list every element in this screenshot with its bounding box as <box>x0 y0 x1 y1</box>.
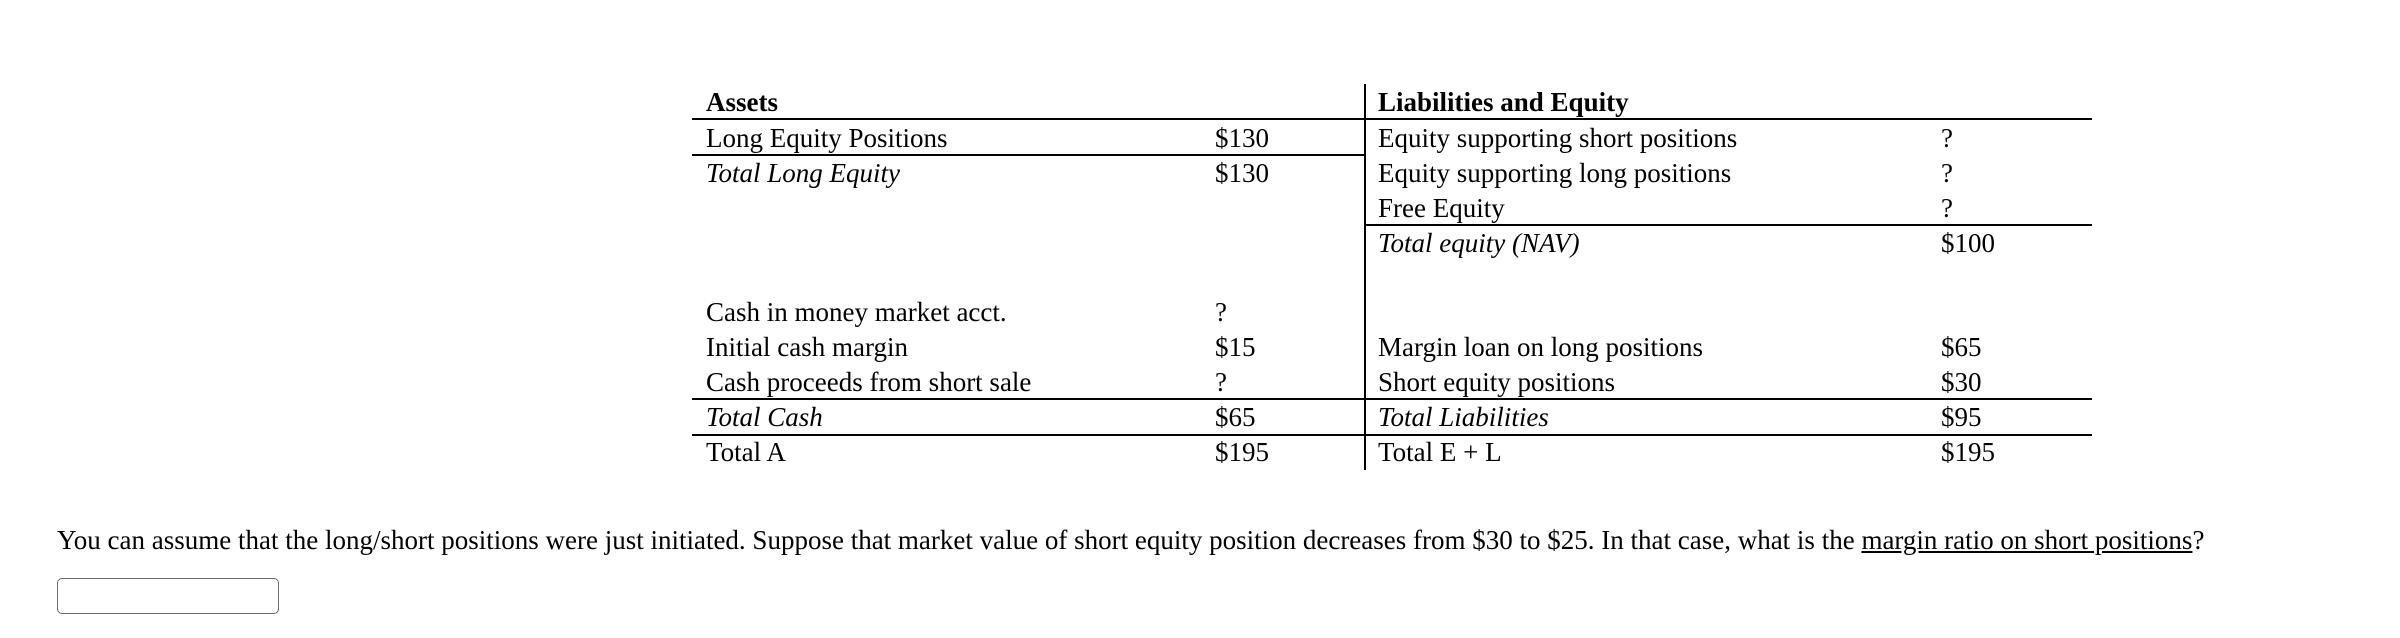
table-row <box>692 120 2092 156</box>
header-rule <box>692 118 2092 120</box>
question-end: ? <box>2192 525 2205 555</box>
liability-value: ? <box>1941 158 1953 188</box>
liability-value: ? <box>1941 123 1953 153</box>
liabilities-equity-header: Liabilities and Equity <box>1378 87 1629 117</box>
rule-line <box>692 434 2092 436</box>
table-row <box>692 155 2092 191</box>
asset-value: $130 <box>1215 158 1269 188</box>
asset-value: $130 <box>1215 123 1269 153</box>
liability-value: $195 <box>1941 437 1995 467</box>
table-row <box>692 190 2092 226</box>
asset-label: Total A <box>706 437 786 467</box>
liability-value: $95 <box>1941 402 1982 432</box>
asset-label: Total Cash <box>706 402 823 432</box>
liability-label: Margin loan on long positions <box>1378 332 1704 362</box>
assets-header: Assets <box>706 87 778 117</box>
asset-label: Cash in money market acct. <box>706 297 1007 327</box>
liability-label: Total E + L <box>1378 437 1502 467</box>
asset-value: ? <box>1215 367 1227 397</box>
rule-line <box>1364 224 2092 226</box>
answer-input[interactable] <box>57 578 279 614</box>
asset-value: ? <box>1215 297 1227 327</box>
table-row <box>692 399 2092 435</box>
liability-label: Total equity (NAV) <box>1378 228 1580 258</box>
liability-value: ? <box>1941 193 1953 223</box>
liability-label: Equity supporting long positions <box>1378 158 1732 188</box>
asset-label: Total Long Equity <box>706 158 901 188</box>
liability-label: Free Equity <box>1378 193 1505 223</box>
asset-label: Cash proceeds from short sale <box>706 367 1032 397</box>
liability-value: $30 <box>1941 367 1982 397</box>
table-row <box>692 364 2092 400</box>
balance-sheet-table <box>692 84 2092 470</box>
rule-line <box>692 398 2092 400</box>
question-body: You can assume that the long/short positions were just initiated. Suppose that market value of short equity position decreases from $30 to $25. In that case, what is the <box>57 525 1862 555</box>
liability-value: $100 <box>1941 228 1995 258</box>
asset-value: $65 <box>1215 402 1256 432</box>
column-divider <box>1364 84 1366 470</box>
table-row <box>692 434 2092 470</box>
table-row <box>692 329 2092 365</box>
question-text <box>57 522 2204 558</box>
asset-label: Initial cash margin <box>706 332 908 362</box>
liability-label: Short equity positions <box>1378 367 1616 397</box>
table-row <box>692 294 2092 330</box>
asset-value: $15 <box>1215 332 1256 362</box>
table-header-row <box>692 84 2092 120</box>
table-row <box>692 225 2092 261</box>
underlined-term: margin ratio on short positions <box>1861 525 2193 555</box>
rule-line <box>692 154 1364 156</box>
liability-label: Equity supporting short positions <box>1378 123 1738 153</box>
liability-value: $65 <box>1941 332 1982 362</box>
asset-value: $195 <box>1215 437 1269 467</box>
asset-label: Long Equity Positions <box>706 123 948 153</box>
liability-label: Total Liabilities <box>1378 402 1549 432</box>
